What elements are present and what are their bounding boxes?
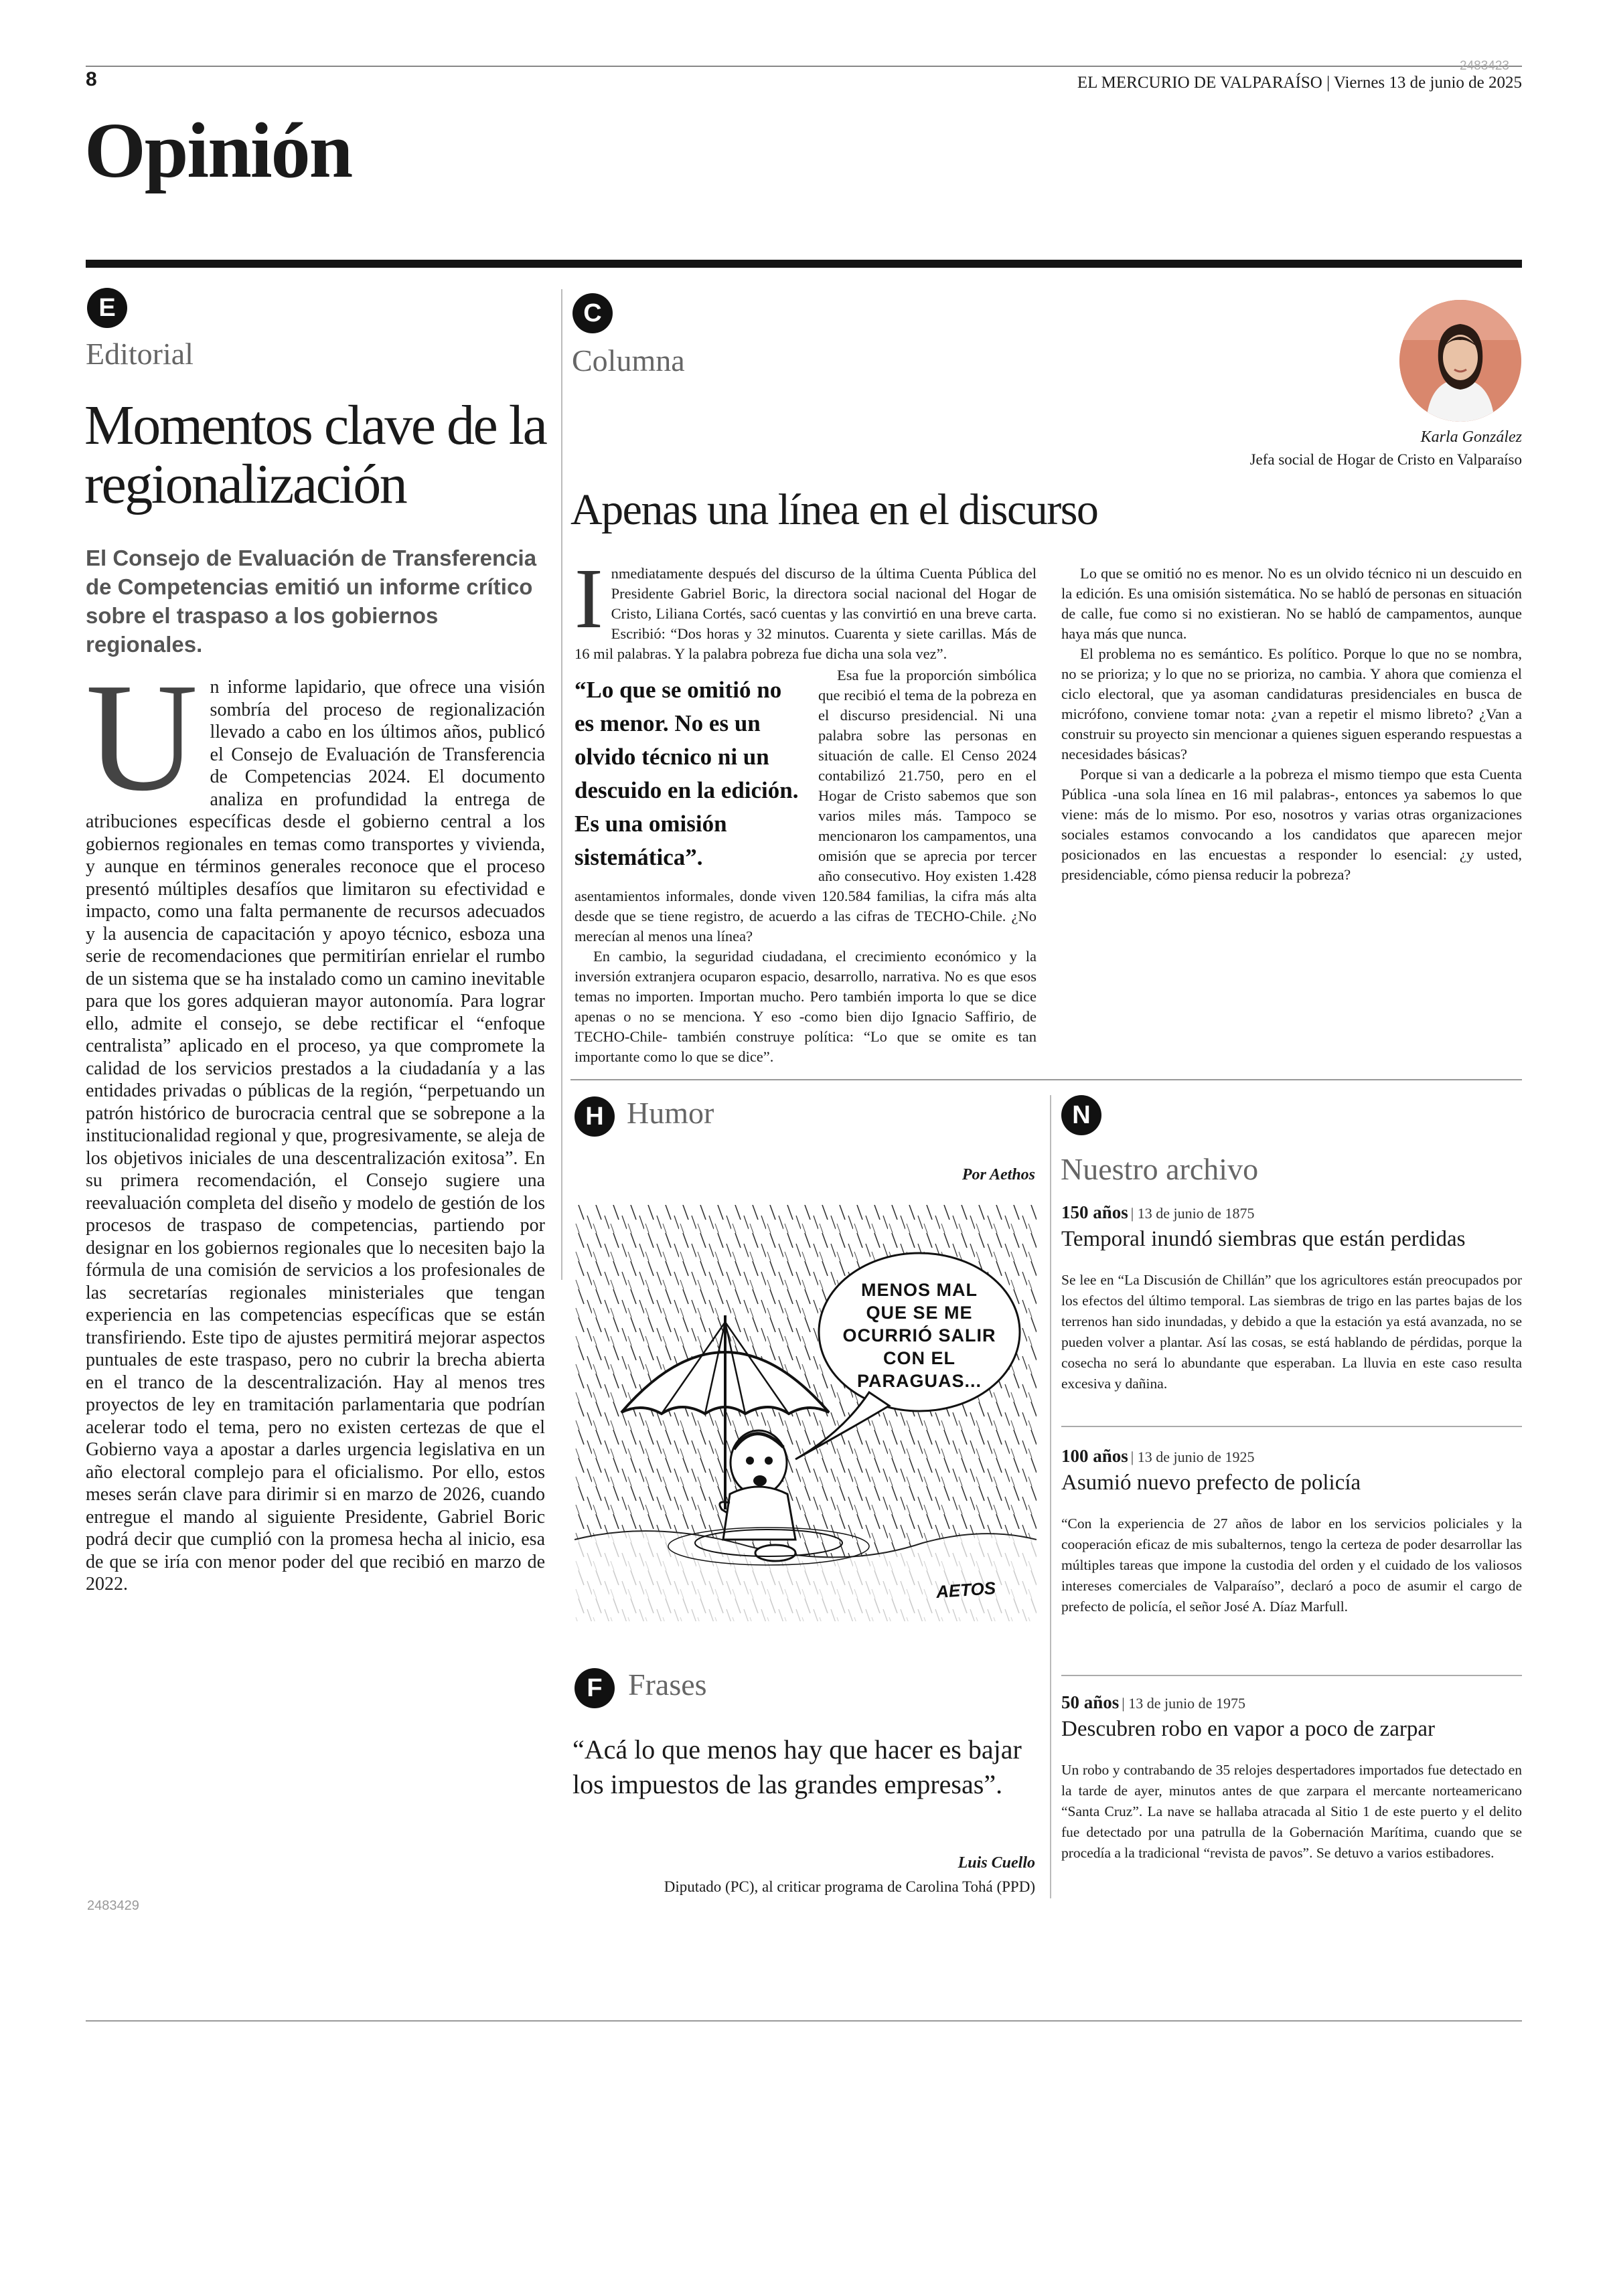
archive-item-years: 50 años: [1061, 1692, 1120, 1712]
humor-cartoon: [575, 1205, 1037, 1621]
author-name: Karla González: [1420, 428, 1522, 446]
archive-item-sep: |: [1130, 1205, 1138, 1222]
editorial-badge: E: [87, 288, 127, 328]
archive-badge: N: [1061, 1095, 1101, 1135]
archive-item-sep: |: [1130, 1449, 1138, 1465]
archive-item-text: Un robo y contrabando de 35 relojes despertadores importados fue detectado en la tarde de ayer, minutos antes de que zarpara el mercante norteamericano “Santa Cruz”. La nave se hallaba atracada al Sitio 1 de este puerto y el delito fue detectado por una patrulla de la Gobernación Marítima, cuando que se procedía a la tradicional “revista de pavos”. Se detuvo a varios estibadores.: [1061, 1762, 1522, 1861]
masthead: EL MERCURIO DE VALPARAÍSO: [1077, 74, 1322, 92]
editorial-drop-cap: U: [86, 651, 198, 823]
archive-item-title: Temporal inundó siembras que están perdidas: [1061, 1227, 1466, 1251]
page-bottom-rule: [86, 2020, 1522, 2022]
humor-signature: AETOS: [935, 1577, 997, 1603]
column-body-col2: [1061, 564, 1522, 885]
archive-item-title: Descubren robo en vapor a poco de zarpar: [1061, 1717, 1435, 1741]
frases-author-role: Diputado (PC), al criticar programa de Carolina Tohá (PPD): [664, 1878, 1035, 1895]
archive-label: Nuestro archivo: [1061, 1152, 1259, 1186]
editorial-lead: n informe lapidario, que ofrece una visión sombría del proceso de regionalización llevado a cabo en los últimos años, publicó el Consejo de Evaluación de Transferencia de Competencias 2024.: [210, 677, 545, 787]
archive-item-text: Se lee en “La Discusión de Chillán” que los agricultores están preocupados por los efectos del último temporal. Las siembras de trigo en las partes bajas de los terrenos han sido inundadas, y debido a que la estación ya está avanzada, no se pueden volver a plantar. Así las cosas, se está hablando de pérdidas, porque la cosecha no será lo abundante que esperaban. La lluvia en este caso resulta excesiva y dañina.: [1061, 1272, 1522, 1392]
archive-rule-1: [1061, 1426, 1522, 1427]
issue-date: Viernes 13 de junio de 2025: [1333, 74, 1522, 92]
archive-item-meta: [1061, 1202, 1522, 1223]
archive-item: [1061, 1446, 1522, 1617]
editorial-body: [86, 651, 546, 1596]
humor-label: Humor: [627, 1096, 714, 1130]
archive-item: [1061, 1202, 1522, 1394]
column-p2-block: [575, 665, 1037, 947]
column-pull-quote: “Lo que se omitió no es menor. No es un olvido técnico ni un descuido en la edición. Es una omisión sistemática”.: [575, 677, 799, 870]
column-drop-cap: I: [575, 551, 603, 646]
page-number: 8: [86, 68, 97, 90]
column-p1-text: nmediatamente después del discurso de la última Cuenta Pública del Presidente Gabriel Boric, la directora social nacional del Hogar de Cristo, Liliana Cortés, sacó cuentas y las convirtió en una breve carta. Escribió: “Dos horas y 32 minutos. Cuarenta y siete carillas. Más de 16 mil palabras. Y la palabra pobreza fue dicha una sola vez”.: [575, 565, 1037, 662]
archive-item-sep: |: [1122, 1695, 1129, 1712]
column-p2a: Esa fue la proporción simbólica que recibió el tema de la pobreza en el discurso presidencial. Ni una palabra sobre las personas en situación de calle. El Censo 2024 contabilizó 21.750, pero en el Hogar de Cristo sabemos que son varios miles más. Tampoco se mencionaron los campamentos, una omisión que se aprecia por tercer año consecutivo.: [818, 667, 1037, 884]
editorial-footer-code: 2483429: [87, 1898, 139, 1913]
editorial-headline: Momentos clave de la regionalización: [84, 394, 546, 515]
column-p3: En cambio, la seguridad ciudadana, el crecimiento económico y la inversión extranjera ocuparon espacio, desarrollo, narrativa. No es que esos temas no importen. Importan mucho. Pero también importa lo que se dice apenas o no se menciona. Y eso -como bien dijo Ignacio Saffirio, de TECHO-Chile- también construye política: “Lo que se omite es tan importante como lo que se dice”.: [575, 948, 1037, 1065]
masthead-line: [1004, 74, 1522, 92]
editorial-deck: El Consejo de Evaluación de Transferencia de Competencias emitió un informe crítico sobre el traspaso a los gobiernos regionales.: [86, 546, 537, 657]
column-label: Columna: [572, 343, 685, 378]
frases-author: Luis Cuello: [958, 1854, 1035, 1872]
archive-item-text: “Con la experiencia de 27 años de labor en los servicios policiales y la cooperación eficaz de mis subalternos, tengo la certeza de poder desarrollar las múltiples tareas que impone la custodia del orden y el cuidado de los valiosos intereses comerciales de Valparaíso”, declaró a poco de asumir el cargo de prefecto de policía, el señor José A. Díaz Marfull.: [1061, 1515, 1522, 1615]
column-divider: [561, 289, 562, 1280]
section-title: Opinión: [84, 106, 352, 194]
rain-umbrella-cartoon-icon: [575, 1205, 1037, 1621]
column-bottom-rule: [570, 1079, 1522, 1080]
editorial-body-text: El documento analiza en profundidad la entrega de atribuciones específicas desde el gobierno central a los gobiernos regionales en temas como transportes y vivienda, y aunque en términos generales reconoce que el proceso presentó múltiples desafíos que limitaron su efectividad e impacto, como una falta permanente de recursos adecuados y la ausencia de capacitación y apoyo técnico, esboza una serie de recomendaciones que permitirían enrielar el rumbo de un sistema que se ha instalado como un camino inevitable para que los gores adquieran mayor autonomía. Para lograr ello, admite el consejo, se debe rectificar el “enfoque centralista” aplicado en el proceso, ya que compromete la calidad de los servicios prestados a la ciudadanía y a las entidades privadas o públicas de la región, “perpetuando un patrón histórico de burocracia central que se sobrepone a la institucionalidad regional y que, progresivamente, se aleja de los objetivos iniciales de una descentralización exitosa”. En su primera recomendación, el Consejo sugiere una reevaluación completa del diseño y modelo de gestión de los procesos de traspaso de competencias, partiendo por designar en los gobiernos regionales que lo necesiten bajo la fórmula de una comisión de servicios a los profesionales de las secretarías regionales ministeriales que tengan experiencia en las competencias específicas que se están transfiriendo. Este tipo de ajustes permitirá mejorar aspectos puntuales de este traspaso, pero no cubrir la brecha abierta en el tranco de la descentralización. Hay al menos tres proyectos de ley en tramitación parlamentaria que podrían acelerar todo el tema, pero no existen certezas de que el Gobierno vaya a apostar a darles urgencia legislativa en un año electoral complejo para el oficialismo. Por ello, estos meses serán clave para dirimir si en marzo de 2026, cuando entregue el mando al siguiente Presidente, Gabriel Boric podrá decir que cumplió con la promesa hecha al inicio, esa de que se iría con menor poder del que recibió en marzo de 2022.: [86, 766, 546, 1594]
archive-item-meta: [1061, 1692, 1522, 1713]
column-body-col1: [575, 551, 1037, 1067]
archive-item-years: 100 años: [1061, 1446, 1128, 1466]
humor-speech-text: MENOS MAL QUE SE ME OCURRIÓ SALIR CON EL PARAGUAS...: [842, 1280, 996, 1391]
masthead-separator: |: [1326, 74, 1334, 92]
editorial-label: Editorial: [86, 337, 194, 371]
author-role: Jefa social de Hogar de Cristo en Valparaíso: [1249, 451, 1522, 468]
column-p2b: Hoy existen 1.428 asentamientos informales, donde viven 120.584 familias, la cifra más alta desde que se tiene registro, de acuerdo a las cifras de TECHO-Chile. ¿No merecían al menos una línea?: [575, 868, 1037, 945]
top-code: 2483423: [1460, 59, 1509, 73]
header-top-rule: [86, 66, 1522, 67]
column-badge: C: [572, 293, 613, 333]
section-thick-rule: [86, 260, 1522, 268]
archive-item-years: 150 años: [1061, 1202, 1128, 1222]
frases-label: Frases: [628, 1667, 707, 1702]
column-p4: Lo que se omitió no es menor. No es un olvido técnico ni un descuido en la edición. Es una omisión sistemática. No se habló de personas en situación de calle, fue como si no existieran. No se habló de campamentos, aunque haya más que nunca.: [1061, 565, 1522, 642]
column-p5: El problema no es semántico. Es político. Porque lo que no se nombra, no se prioriza; y lo que no se prioriza, no cambia. Y ahora que comienza el ciclo electoral, que ya asoman candidaturas presidenciales en busca de micrófono, conviene tomar nota: ¿van a repetir el mismo libreto? ¿Van a construir su proyecto sin mencionar a quienes siguen esperando respuestas a necesidades básicas?: [1061, 645, 1522, 762]
author-photo: [1399, 300, 1521, 422]
humor-archive-divider: [1050, 1095, 1051, 1898]
frases-quote: “Acá lo que menos hay que hacer es bajar los impuestos de las grandes empresas”.: [572, 1734, 1022, 1799]
column-headline: Apenas una línea en el discurso: [570, 485, 1098, 534]
column-p1: [575, 551, 1037, 664]
archive-item-date: 13 de junio de 1975: [1128, 1695, 1245, 1712]
editorial-text: [86, 651, 546, 1596]
archive-item-date: 13 de junio de 1875: [1137, 1205, 1255, 1222]
column-p6: Porque si van a dedicarle a la pobreza el mismo tiempo que esta Cuenta Pública -una sola línea en 16 mil palabras-, entonces ya sabemos lo que viene: más de lo mismo. Por eso, nosotros y varias otras organizaciones sociales estamos convocando a los candidatos que aparecen mejor posicionados en las encuestas a responder lo esencial: ¿y usted, presidenciable, cómo piensa reducir la pobreza?: [1061, 766, 1522, 883]
author-portrait-icon: [1399, 300, 1521, 422]
frases-badge: F: [575, 1668, 615, 1708]
archive-item-title: Asumió nuevo prefecto de policía: [1061, 1471, 1361, 1495]
archive-item-meta: [1061, 1446, 1522, 1467]
archive-item-date: 13 de junio de 1925: [1137, 1449, 1255, 1465]
archive-item: [1061, 1692, 1522, 1864]
humor-credit: Por Aethos: [962, 1166, 1035, 1183]
archive-rule-2: [1061, 1675, 1522, 1676]
humor-badge: H: [575, 1096, 615, 1137]
